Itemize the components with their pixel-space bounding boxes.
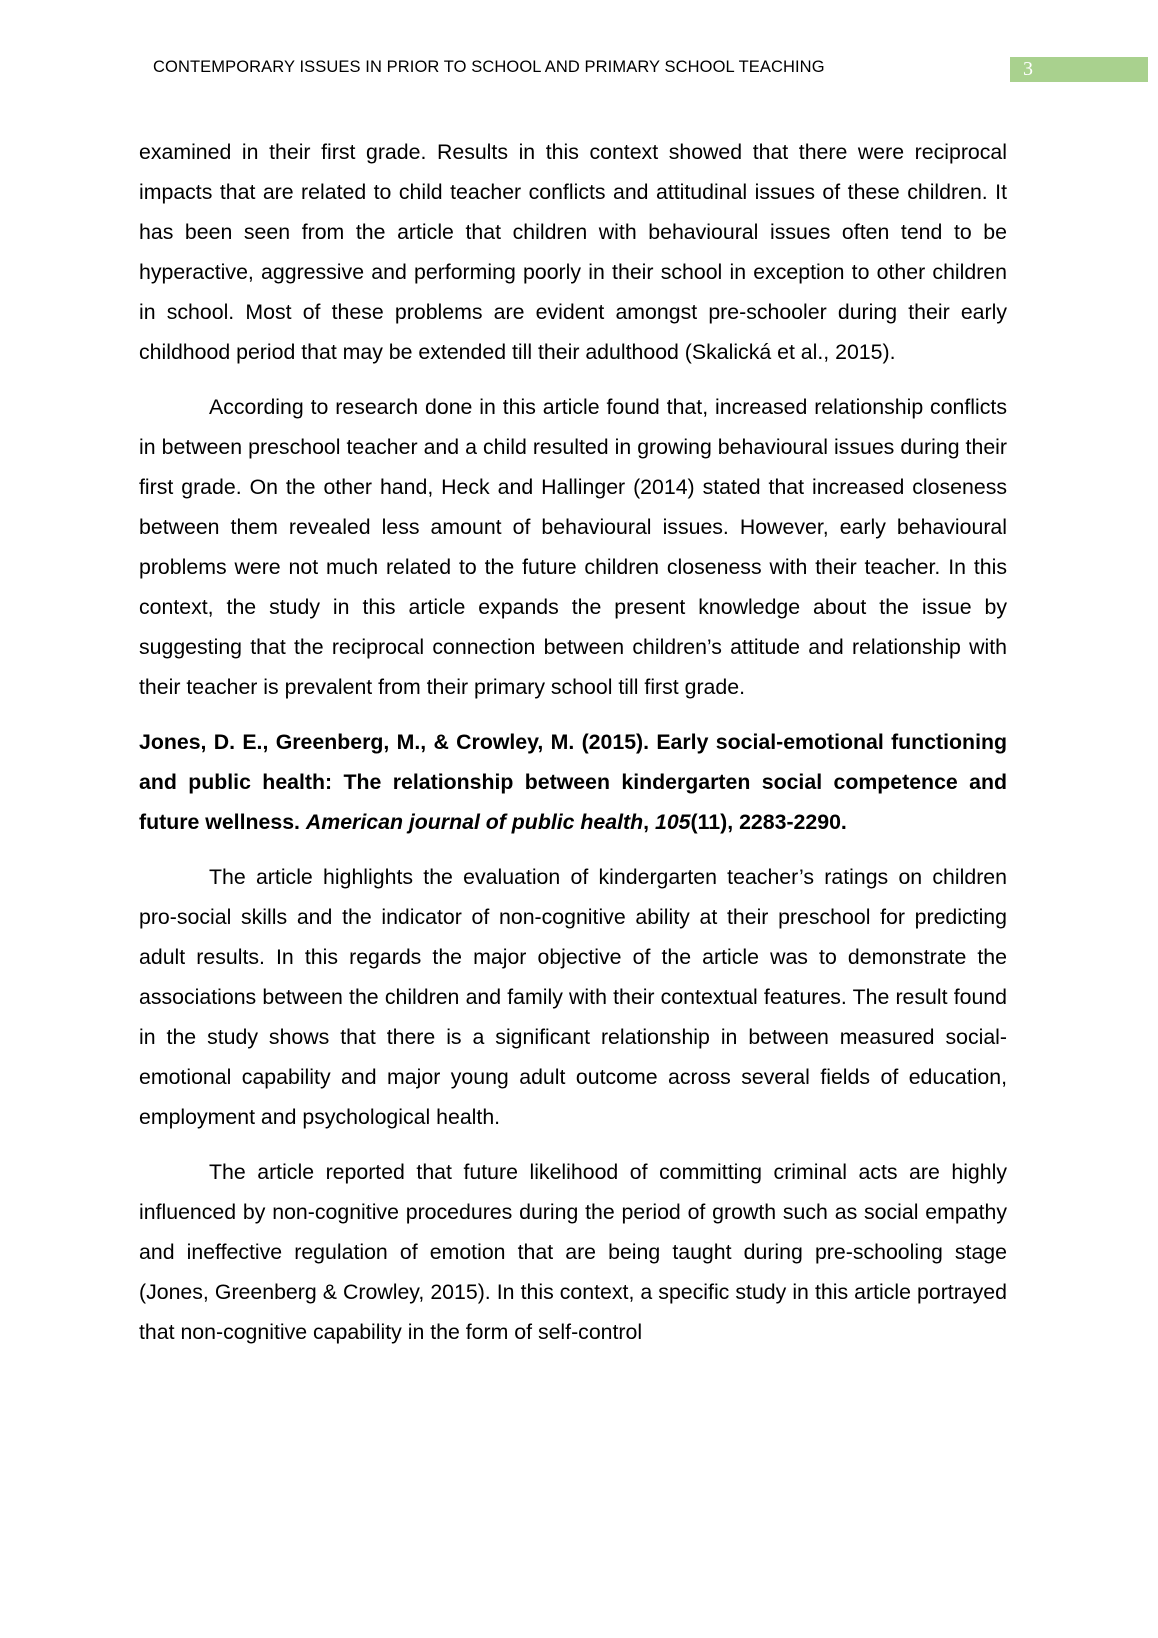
reference-citation xyxy=(139,722,1007,842)
reference-volume: 105 xyxy=(654,810,691,834)
reference-authors-title: Jones, D. E., Greenberg, M., & Crowley, M. (2015). Early social-emotional functioning and public health: The relationship between kindergarten social competence and future wellness. xyxy=(139,730,1007,834)
body-paragraph-1: examined in their first grade. Results in this context showed that there were reciprocal impacts that are related to child teacher conflicts and attitudinal issues of these children. It has been seen from the article that children with behavioural issues often tend to be hyperactive, aggressive and performing poorly in their school in exception to other children in school. Most of these problems are evident amongst pre-schooler during their early childhood period that may be extended till their adulthood (Skalická et al., 2015). xyxy=(139,140,1007,364)
body-paragraph-3: The article highlights the evaluation of kindergarten teacher’s ratings on children pro-social skills and the indicator of non-cognitive ability at their preschool for predicting adult results. In this regards the major objective of the article was to demonstrate the associations between the children and family with their contextual features. The result found in the study shows that there is a significant relationship in between measured social-emotional capability and major young adult outcome across several fields of education, employment and psychological health. xyxy=(139,865,1007,1129)
reference-journal: American journal of public health xyxy=(305,810,644,834)
reference-issue-pages: (11), 2283-2290. xyxy=(690,810,847,834)
reference-comma: , xyxy=(643,810,650,834)
page-number-badge: 3 xyxy=(1010,57,1148,82)
running-header-title: CONTEMPORARY ISSUES IN PRIOR TO SCHOOL AND PRIMARY SCHOOL TEACHING xyxy=(153,58,825,76)
body-paragraph-2: According to research done in this article found that, increased relationship conflicts in between preschool teacher and a child resulted in growing behavioural issues during their first grade. On the other hand, Heck and Hallinger (2014) stated that increased closeness between them revealed less amount of behavioural issues. However, early behavioural problems were not much related to the future children closeness with their teacher. In this context, the study in this article expands the present knowledge about the issue by suggesting that the reciprocal connection between children’s attitude and relationship with their teacher is prevalent from their primary school till first grade. xyxy=(139,395,1007,699)
document-body xyxy=(139,132,1007,1367)
body-paragraph-4: The article reported that future likelihood of committing criminal acts are highly influenced by non-cognitive procedures during the period of growth such as social empathy and ineffective regulation of emotion that are being taught during pre-schooling stage (Jones, Greenberg & Crowley, 2015). In this context, a specific study in this article portrayed that non-cognitive capability in the form of self-control xyxy=(139,1160,1007,1344)
